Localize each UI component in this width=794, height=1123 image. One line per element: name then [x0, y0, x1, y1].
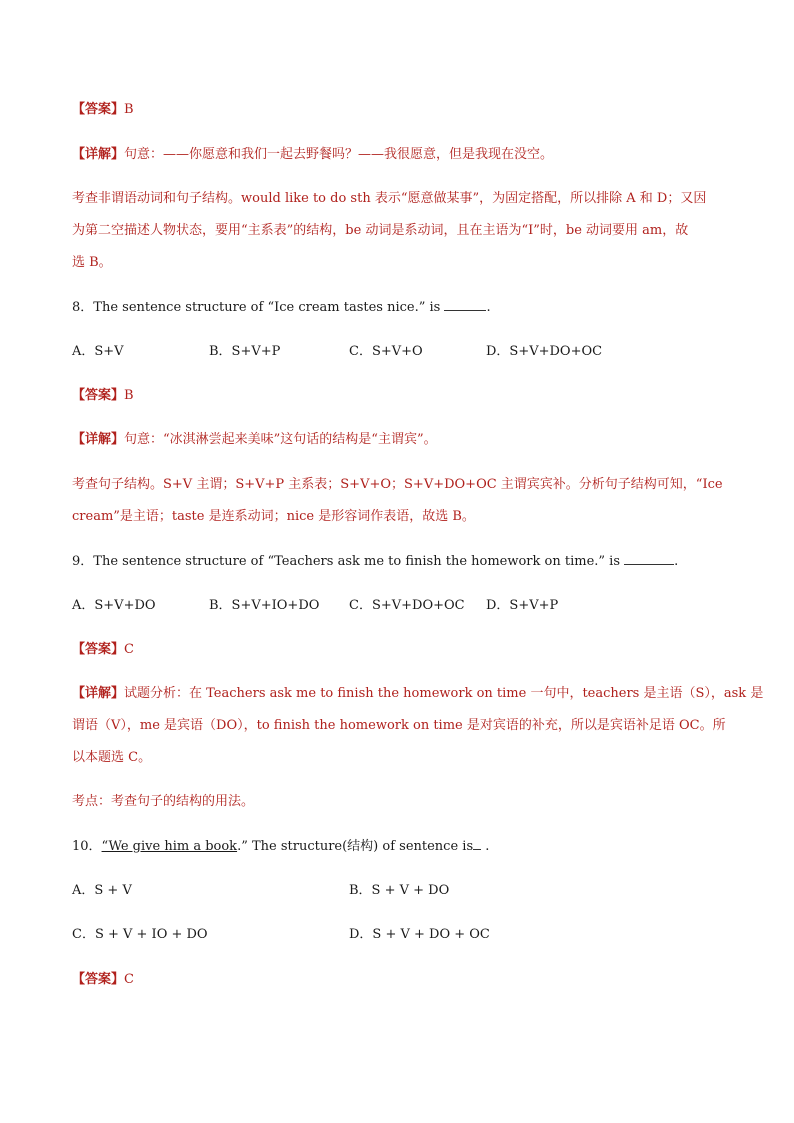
answer-tag: 【答案】	[72, 972, 125, 987]
q10-option-c: C．S + V + IO + DO	[72, 927, 208, 942]
q8-option-a: A．S+V	[72, 344, 124, 359]
q8-option-d: D．S+V+DO+OC	[486, 344, 603, 359]
q7-detail-line3: 为第二空描述人物状态，要用“主系表”的结构，be 动词是系动词，且在主语为“I”时，be 动词要用 am，故	[72, 223, 689, 238]
detail-text: 试题分析：在 Teachers ask me to finish the homework on time 一句中，teachers 是主语（S），ask 是	[124, 686, 764, 701]
detail-text: 句意：——你愿意和我们一起去野餐吗？——我很愿意，但是我现在没空。	[124, 147, 554, 162]
q7-answer-line	[72, 101, 134, 119]
answer-value: C	[124, 972, 134, 987]
answer-value: C	[124, 642, 134, 657]
detail-tag: 【详解】	[72, 686, 125, 701]
q8-option-b: B．S+V+P	[209, 344, 281, 359]
q9-answer-line	[72, 641, 134, 659]
question-stem: The sentence structure of “Ice cream tastes nice.” is	[93, 300, 445, 315]
answer-value: B	[124, 102, 134, 117]
q9-option-b: B．S+V+IO+DO	[209, 598, 320, 613]
question-stem: .” The structure(结构) of sentence is	[237, 839, 474, 854]
q9-kaodian: 考点：考查句子的结构的用法。	[72, 794, 255, 809]
detail-tag: 【详解】	[72, 432, 125, 447]
q8-detail-line3: cream”是主语；taste 是连系动词；nice 是形容词作表语，故选 B。	[72, 509, 475, 524]
question-number: 9．	[72, 554, 94, 569]
detail-tag: 【详解】	[72, 147, 125, 162]
stem-end: .	[674, 554, 679, 569]
q8-detail-line	[72, 431, 437, 449]
q9-detail-line3: 以本题选 C。	[72, 750, 152, 765]
stem-end: .	[486, 300, 491, 315]
q9-detail-line	[72, 685, 763, 703]
q9-option-c: C．S+V+DO+OC	[349, 598, 465, 613]
q10-answer-line	[72, 971, 134, 989]
q9-option-d: D．S+V+P	[486, 598, 559, 613]
q10-option-a: A．S + V	[72, 883, 132, 898]
q7-detail-line	[72, 146, 553, 164]
answer-value: B	[124, 388, 134, 403]
q9-detail-line2: 谓语（V），me 是宾语（DO），to finish the homework on time 是对宾语的补充，所以是宾语补足语 OC。所	[72, 718, 726, 733]
answer-blank	[473, 837, 481, 850]
q10-stem	[72, 837, 489, 856]
question-number: 8．	[72, 300, 94, 315]
q8-answer-line	[72, 387, 134, 405]
question-stem-underlined: “We give him a book	[101, 839, 238, 854]
q8-option-c: C．S+V+O	[349, 344, 423, 359]
answer-tag: 【答案】	[72, 642, 125, 657]
question-stem: The sentence structure of “Teachers ask me to finish the homework on time.” is	[93, 554, 625, 569]
q10-option-b: B．S + V + DO	[349, 883, 450, 898]
stem-end: .	[481, 839, 490, 854]
q10-option-d: D．S + V + DO + OC	[349, 927, 490, 942]
answer-tag: 【答案】	[72, 388, 125, 403]
q9-stem	[72, 552, 678, 571]
detail-text: 句意：“冰淇淋尝起来美味”这句话的结构是“主谓宾”。	[124, 432, 437, 447]
answer-tag: 【答案】	[72, 102, 125, 117]
q7-detail-line4: 选 B。	[72, 255, 112, 270]
question-number: 10．	[72, 839, 102, 854]
q8-stem	[72, 298, 491, 317]
q7-detail-line2: 考查非谓语动词和句子结构。would like to do sth 表示“愿意做某事”，为固定搭配，所以排除 A 和 D；又因	[72, 191, 707, 206]
answer-blank	[444, 298, 486, 311]
q8-detail-line2: 考查句子结构。S+V 主谓；S+V+P 主系表；S+V+O；S+V+DO+OC 主谓宾宾补。分析句子结构可知，“Ice	[72, 477, 723, 492]
q9-option-a: A．S+V+DO	[72, 598, 156, 613]
answer-blank	[624, 552, 674, 565]
